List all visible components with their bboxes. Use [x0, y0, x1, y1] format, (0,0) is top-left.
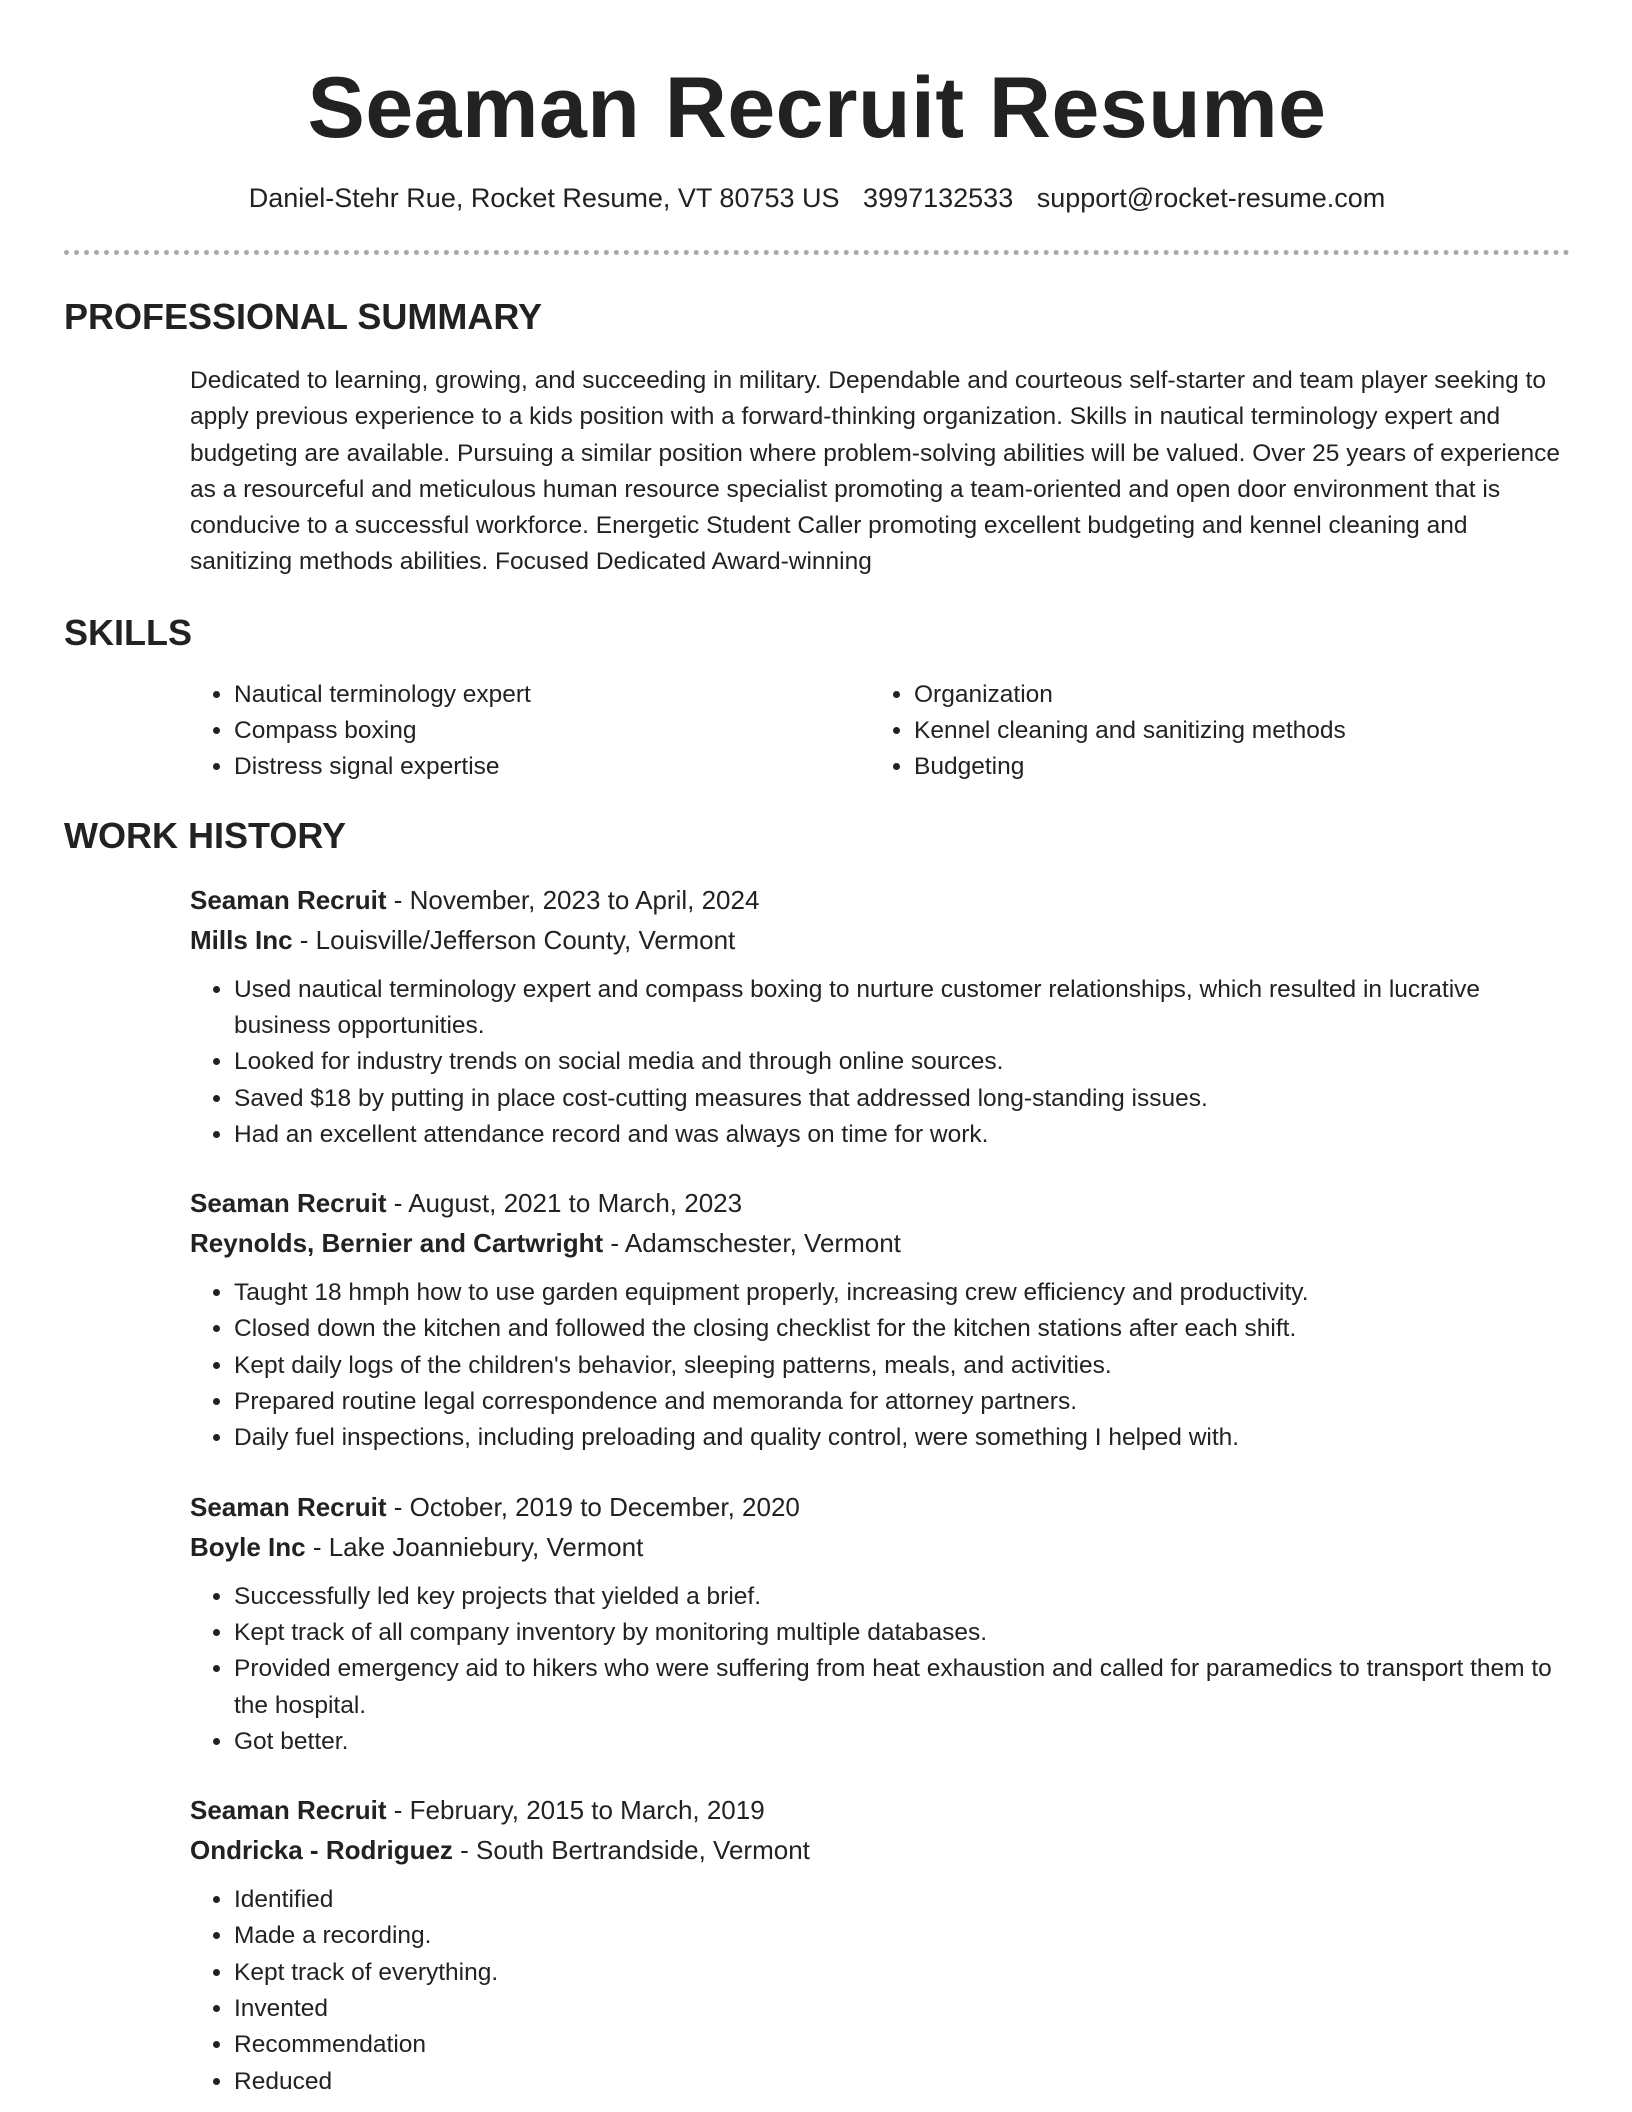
job-company-line — [190, 1527, 1570, 1567]
contact-email: support@rocket-resume.com — [1036, 183, 1386, 213]
summary-text: Dedicated to learning, growing, and succeeding in military. Dependable and courteous self-starter and team player seeking to apply previous experience to a kids position with a forward-thinking organization. Skills in nautical terminology expert and budgeting are available. Pursuing a similar position where problem-solving abilities will be valued. Over 25 years of experience as a resourceful and meticulous human resource specialist promoting a team-oriented and open door environment that is conducive to a successful workforce. Energetic Student Caller promoting excellent budgeting and kennel cleaning and sanitizing methods abilities. Focused Dedicated Award-winning — [190, 367, 1561, 576]
job-bullet: • Saved $18 by putting in place cost-cutting measures that addressed long-standing issues. — [234, 1081, 1570, 1117]
job-title-line — [190, 880, 1570, 920]
skill-item: • Nautical terminology expert — [234, 677, 870, 713]
job-company-line — [190, 1830, 1570, 1870]
job-company-line — [190, 920, 1570, 960]
job-title-line — [190, 1183, 1570, 1223]
job-title: Seaman Recruit — [190, 1491, 387, 1522]
skill-item: • Budgeting — [914, 749, 1550, 785]
job-company: Ondricka - Rodriguez — [190, 1835, 453, 1866]
skill-item: • Organization — [914, 677, 1550, 713]
contact-phone: 3997132533 — [863, 183, 1014, 213]
job-bullet: • Got better. — [234, 1724, 1570, 1760]
job-dates: - November, 2023 to April, 2024 — [386, 884, 760, 915]
job-entry — [190, 1183, 1570, 1456]
job-title: Seaman Recruit — [190, 1188, 387, 1219]
job-company-line — [190, 1223, 1570, 1263]
resume-title: Seaman Recruit Resume — [307, 60, 1327, 156]
job-bullet: • Kept track of all company inventory by monitoring multiple databases. — [234, 1615, 1570, 1651]
skills-column-right — [870, 677, 1550, 786]
job-dates: - August, 2021 to March, 2023 — [386, 1188, 743, 1219]
job-bullet: • Daily fuel inspections, including preloading and quality control, were something I helped with. — [234, 1420, 1570, 1456]
job-title: Seaman Recruit — [190, 1795, 387, 1826]
summary-heading: PROFESSIONAL SUMMARY — [64, 296, 543, 337]
job-bullet: • Had an excellent attendance record and was always on time for work. — [234, 1117, 1570, 1153]
job-bullet: • Made a recording. — [234, 1918, 1570, 1954]
job-bullet: • Reduced — [234, 2064, 1570, 2100]
contact-line — [64, 180, 1570, 216]
job-dates: - February, 2015 to March, 2019 — [386, 1795, 765, 1826]
job-dates: - October, 2019 to December, 2020 — [386, 1491, 800, 1522]
skill-item: • Distress signal expertise — [234, 749, 870, 785]
job-bullet: • Identified — [234, 1882, 1570, 1918]
job-bullet: • Kept track of everything. — [234, 1955, 1570, 1991]
work-history-heading: WORK HISTORY — [64, 814, 347, 856]
skill-item: • Compass boxing — [234, 713, 870, 749]
job-title-line — [190, 1487, 1570, 1527]
skills-column-left — [190, 677, 870, 786]
job-title-line — [190, 1790, 1570, 1830]
job-entry — [190, 880, 1570, 1153]
resume-page — [64, 0, 1570, 2100]
job-bullets — [190, 1275, 1570, 1456]
skills-list — [190, 677, 1570, 786]
job-bullet: • Used nautical terminology expert and compass boxing to nurture customer relationships, which resulted in lucrative business opportunities. — [234, 972, 1570, 1045]
job-bullet: • Taught 18 hmph how to use garden equipment properly, increasing crew efficiency and productivity. — [234, 1275, 1570, 1311]
skill-item: • Kennel cleaning and sanitizing methods — [914, 713, 1550, 749]
job-bullet: • Looked for industry trends on social media and through online sources. — [234, 1044, 1570, 1080]
job-company: Boyle Inc — [190, 1531, 306, 1562]
job-entry — [190, 1790, 1570, 2100]
job-bullet: • Kept daily logs of the children's behavior, sleeping patterns, meals, and activities. — [234, 1348, 1570, 1384]
job-company: Mills Inc — [190, 924, 293, 955]
job-bullet: • Prepared routine legal correspondence and memoranda for attorney partners. — [234, 1384, 1570, 1420]
job-bullets — [190, 1882, 1570, 2100]
job-location: - Louisville/Jefferson County, Vermont — [292, 924, 736, 955]
job-entry — [190, 1487, 1570, 1760]
job-company: Reynolds, Bernier and Cartwright — [190, 1228, 604, 1259]
job-location: - South Bertrandside, Vermont — [452, 1835, 810, 1866]
job-location: - Adamschester, Vermont — [603, 1228, 901, 1259]
job-bullet: • Recommendation — [234, 2027, 1570, 2063]
job-bullets — [190, 1579, 1570, 1760]
job-bullet: • Provided emergency aid to hikers who were suffering from heat exhaustion and called for paramedics to transport them to the hospital. — [234, 1651, 1570, 1724]
job-location: - Lake Joanniebury, Vermont — [305, 1531, 644, 1562]
header-divider — [64, 250, 1570, 255]
skills-heading: SKILLS — [64, 611, 193, 653]
job-bullets — [190, 972, 1570, 1153]
job-bullet: • Closed down the kitchen and followed the closing checklist for the kitchen stations after each shift. — [234, 1311, 1570, 1347]
job-title: Seaman Recruit — [190, 884, 387, 915]
job-bullet: • Successfully led key projects that yielded a brief. — [234, 1579, 1570, 1615]
job-bullet: • Invented — [234, 1991, 1570, 2027]
contact-address: Daniel-Stehr Rue, Rocket Resume, VT 80753 US — [248, 183, 840, 213]
